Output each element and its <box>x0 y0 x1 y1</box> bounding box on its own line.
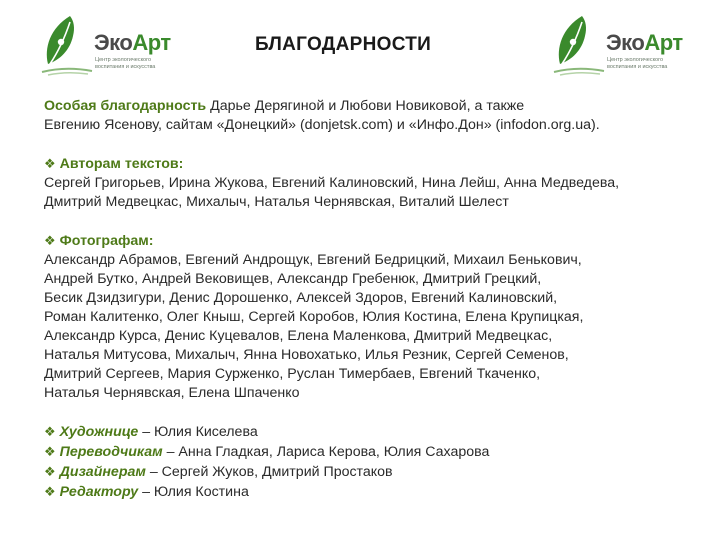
credit-translators: ❖ Переводчикам – Анна Гладкая, Лариса Керова, Юлия Сахарова <box>44 444 490 460</box>
logo-brand: ЭкоАрт <box>94 30 171 55</box>
authors-line: Сергей Григорьев, Ирина Жукова, Евгений Калиновский, Нина Лейш, Анна Медведева, <box>44 175 620 191</box>
photographers-heading: ❖ Фотографам: <box>44 233 154 249</box>
special-thanks-label: Особая благодарность <box>44 98 207 114</box>
credit-designers: ❖ Дизайнерам – Сергей Жуков, Дмитрий Простаков <box>44 464 393 480</box>
photographers-line: Наталья Митусова, Михалыч, Янна Новохатько, Илья Резник, Сергей Семенов, <box>44 347 569 363</box>
bullet-icon: ❖ <box>44 424 56 439</box>
bullet-icon: ❖ <box>44 484 56 499</box>
bullet-icon: ❖ <box>44 464 56 479</box>
authors-line: Дмитрий Медвецкас, Михалыч, Наталья Чернявская, Виталий Шелест <box>44 194 509 210</box>
bullet-icon: ❖ <box>44 444 56 459</box>
leaf-pen-icon <box>552 14 608 76</box>
page-title: БЛАГОДАРНОСТИ <box>255 34 432 55</box>
photographers-line: Дмитрий Сергеев, Мария Сурженко, Руслан Тимербаев, Евгений Ткаченко, <box>44 366 541 382</box>
special-thanks-line2: Евгению Ясенову, сайтам «Донецкий» (donjetsk.com) и «Инфо.Дон» (infodon.org.ua). <box>44 117 600 133</box>
photographers-line: Александр Абрамов, Евгений Андрощук, Евгений Бедрицкий, Михаил Бенькович, <box>44 252 582 268</box>
authors-heading: ❖ Авторам текстов: <box>44 156 184 172</box>
credit-artist: ❖ Художнице – Юлия Киселева <box>44 424 258 440</box>
ekoart-logo-left <box>40 14 190 76</box>
photographers-line: Бесик Дзидзигури, Денис Дорошенко, Алексей Здоров, Евгений Калиновский, <box>44 290 558 306</box>
leaf-pen-icon <box>40 14 96 76</box>
photographers-line: Андрей Бутко, Андрей Вековищев, Александр Гребенюк, Дмитрий Грецкий, <box>44 271 542 287</box>
photographers-line: Александр Курса, Денис Куцевалов, Елена Маленкова, Дмитрий Медвецкас, <box>44 328 553 344</box>
ekoart-logo-right <box>552 14 702 76</box>
acknowledgements-body <box>44 97 704 502</box>
special-thanks-line1: Особая благодарность Дарье Дерягиной и Любови Новиковой, а также <box>44 98 525 114</box>
credit-editor: ❖ Редактору – Юлия Костина <box>44 484 249 500</box>
photographers-line: Наталья Чернявская, Елена Шпаченко <box>44 385 300 401</box>
logo-tagline: Центр экологического воспитания и искусства <box>607 57 668 70</box>
logo-tagline: Центр экологического воспитания и искусства <box>95 57 156 70</box>
photographers-line: Роман Калитенко, Олег Кныш, Сергей Коробов, Юлия Костина, Елена Крупицкая, <box>44 309 584 325</box>
logo-brand: ЭкоАрт <box>606 30 683 55</box>
bullet-icon: ❖ <box>44 156 56 171</box>
bullet-icon: ❖ <box>44 233 56 248</box>
